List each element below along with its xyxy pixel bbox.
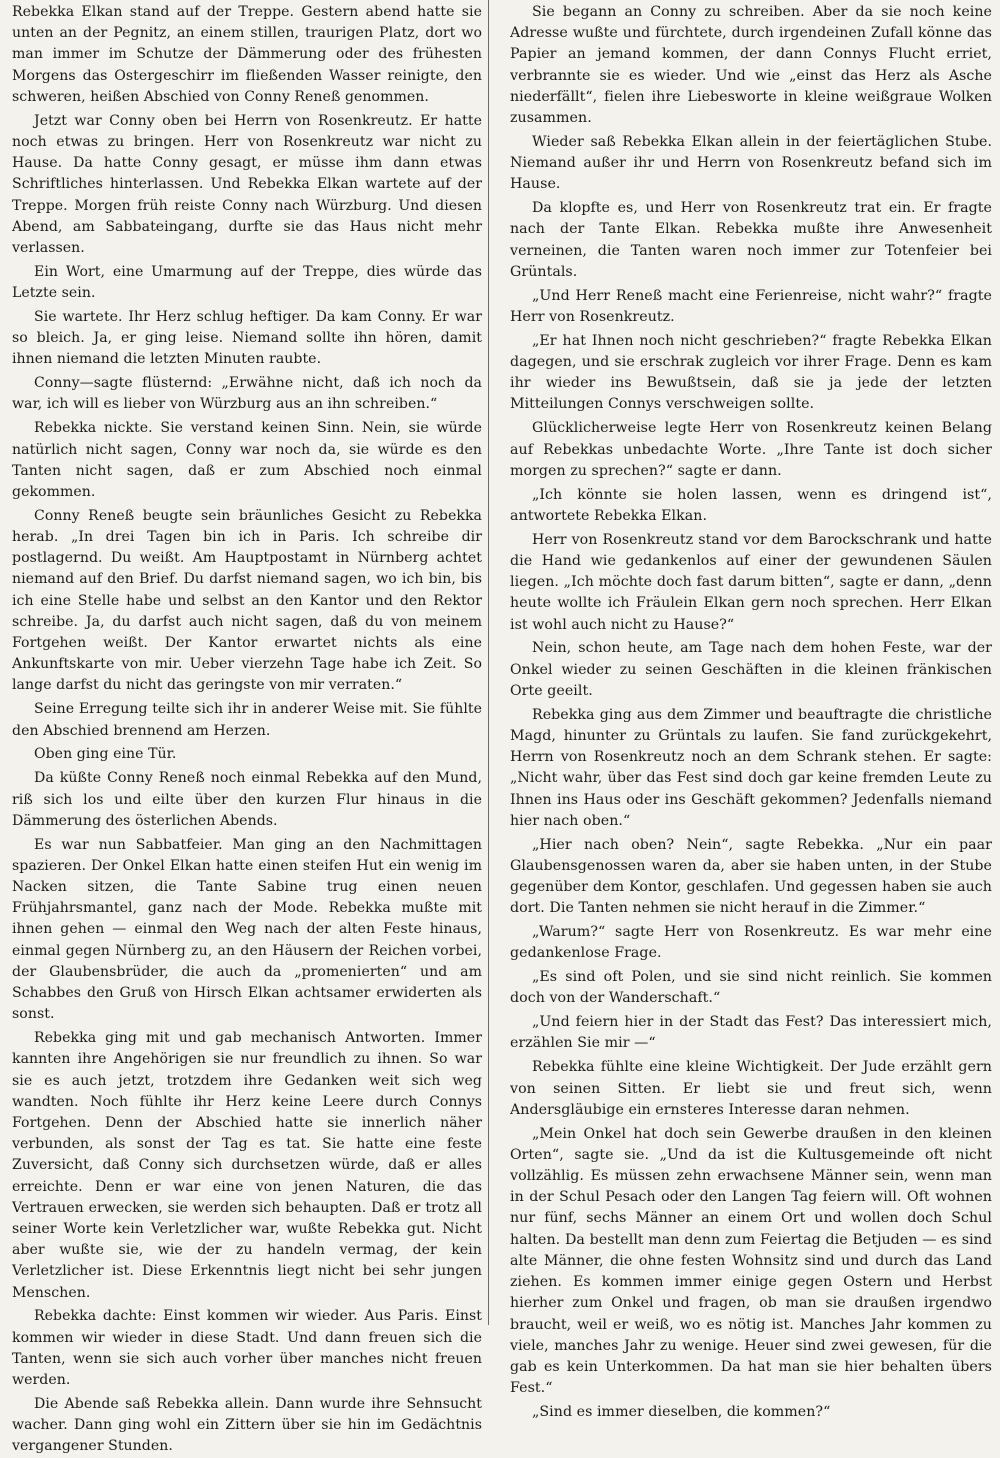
paragraph: Rebekka ging aus dem Zimmer und beauftragte die christliche Magd, hinunter zu Grüntals zu laufen. Sie fand zurückgekehrt, Herrn von Rosenkreutz noch an dem Schrank stehen. Er sagte: „Nicht wahr, über das Fest sind doch gar keine fremden Leute zu Ihnen ins Haus oder ins Geschäft gekommen? Jedenfalls niemand hier nach oben.“	[510, 706, 992, 829]
paragraph: Sie wartete. Ihr Herz schlug heftiger. Da kam Conny. Er war so bleich. Ja, er ging leise. Niemand sollte ihn hören, damit ihnen niemand die letzten Minuten raubte.	[12, 308, 482, 368]
paragraph: „Warum?“ sagte Herr von Rosenkreutz. Es war mehr eine gedankenlose Frage.	[510, 924, 992, 962]
paragraph: „Und feiern hier in der Stadt das Fest? Das interessiert mich, erzählen Sie mir —“	[510, 1014, 992, 1052]
paragraph: Wieder saß Rebekka Elkan allein in der feiertäglichen Stube. Niemand außer ihr und Herrn von Rosenkreutz befand sich im Hause.	[510, 133, 992, 193]
paragraph: Rebekka fühlte eine kleine Wichtigkeit. Der Jude erzählt gern von seinen Sitten. Er liebt sie und freut sich, wenn Andersgläubige ein ernsteres Interesse daran nehmen.	[510, 1059, 992, 1118]
paragraph: „Hier nach oben? Nein“, sagte Rebekka. „Nur ein paar Glaubensgenossen waren da, aber sie haben unten, in der Stube gegenüber dem Kontor, geschlafen. Und gegessen haben sie auch dort. Die Tanten nehmen sie nicht herauf in die Zimmer.“	[510, 836, 992, 917]
paragraph: Sie begann an Conny zu schreiben. Aber da sie noch keine Adresse wußte und fürchtete, durch irgendeinen Zufall könne das Papier an jemand kommen, der dann Connys Flucht erriet, verbrannte sie es wieder. Und wie „einst das Herz als Asche niederfällt“, fielen ihre Liebesworte in kleine weißgraue Wolken zusammen.	[510, 4, 992, 127]
paragraph: Conny—sagte flüsternd: „Erwähne nicht, daß ich noch da war, ich will es lieber von Würzburg aus an ihn schreiben.“	[12, 375, 482, 413]
paragraph: Jetzt war Conny oben bei Herrn von Rosenkreutz. Er hatte noch etwas zu bringen. Herr von Rosenkreutz war nicht zu Hause. Da hatte Conny gesagt, er müsse ihm dann etwas Schriftliches hinterlassen. Und Rebekka Elkan wartete auf der Treppe. Morgen früh reiste Conny nach Würzburg. Und diesen Abend, am Sabbateingang, durfte sie das Haus nicht mehr verlassen.	[12, 112, 482, 256]
paragraph: Rebekka dachte: Einst kommen wir wieder. Aus Paris. Einst kommen wir wieder in diese Stadt. Und dann freuen sich die Tanten, wenn sie sich auch vorher über manches nicht freuen werden.	[12, 1308, 482, 1389]
left-column	[12, 2, 482, 1455]
paragraph: Herr von Rosenkreutz stand vor dem Barockschrank und hatte die Hand wie gedankenlos auf einer der gewundenen Säulen liegen. „Ich möchte doch fast darum bitten“, sagte er dann, „denn heute wollte ich Fräulein Elkan gern noch sprechen. Herr Elkan ist wohl auch nicht zu Hause?“	[510, 531, 992, 633]
paragraph: Conny Reneß beugte sein bräunliches Gesicht zu Rebekka herab. „In drei Tagen bin ich in Paris. Ich schreibe dir postlagernd. Du weißt. Am Hauptpostamt in Nürnberg achtet niemand auf den Brief. Du darfst niemand sagen, wo ich bin, bis ich eine Stelle habe und selbst an den Kantor und den Rektor schreibe. Ja, du darfst auch nicht sagen, daß du von meinem Fortgehen weißt. Der Kantor erwartet nichts als eine Ankunftskarte von mir. Ueber vierzehn Tage habe ich Zeit. So lange darfst du nicht das geringste von mir verraten.“	[12, 507, 482, 694]
paragraph: Glücklicherweise legte Herr von Rosenkreutz keinen Belang auf Rebekkas unbedachte Worte. „Ihre Tante ist doch sicher morgen zu sprechen?“ sagte er dann.	[510, 420, 992, 479]
text-columns	[12, 2, 992, 1455]
paragraph: „Und Herr Reneß macht eine Ferienreise, nicht wahr?“ fragte Herr von Rosenkreutz.	[510, 287, 992, 325]
paragraph: „Es sind oft Polen, und sie sind nicht reinlich. Sie kommen doch von der Wanderschaft.“	[510, 969, 992, 1007]
paragraph: Ein Wort, eine Umarmung auf der Treppe, dies würde das Letzte sein.	[12, 263, 482, 302]
column-divider	[488, 0, 489, 1325]
paragraph: „Mein Onkel hat doch sein Gewerbe draußen in den kleinen Orten“, sagte sie. „Und da ist die Kultusgemeinde oft nicht vollzählig. Es müssen zehn erwachsene Männer sein, wenn man in der Schul Pesach oder den Langen Tag feiern will. Oft wohnen nur fünf, sechs Männer an einem Ort und wollen doch Schul halten. Da bestellt man denn zum Feiertag die Betjuden — es sind alte Männer, die ohne festen Wohnsitz sind und durch das Land ziehen. Es kommen immer einige gegen Ostern und Herbst hierher zum Onkel und fragen, ob man sie draußen irgendwo braucht, weil er weiß, wo es nötig ist. Manches Jahr kommen zu viele, manches Jahr zu wenige. Heuer sind zwei gewesen, für die gab es kein Unterkommen. Da hat man sie hier behalten übers Fest.“	[510, 1125, 992, 1397]
paragraph: „Sind es immer dieselben, die kommen?“	[532, 1404, 831, 1420]
paragraph: Nein, schon heute, am Tage nach dem hohen Feste, war der Onkel wieder zu seinen Geschäften in die kleinen fränkischen Orte geeilt.	[510, 640, 992, 699]
right-column	[510, 2, 992, 1420]
paragraph: Rebekka nickte. Sie verstand keinen Sinn. Nein, sie würde natürlich nicht sagen, Conny war noch da, sie würde es den Tanten nicht sagen, daß er zum Abschied noch einmal gekommen.	[12, 420, 482, 500]
paragraph: „Ich könnte sie holen lassen, wenn es dringend ist“, antwortete Rebekka Elkan.	[510, 486, 992, 524]
paragraph: Seine Erregung teilte sich ihr in anderer Weise mit. Sie fühlte den Abschied brennend am Herzen.	[12, 701, 482, 739]
paragraph: „Er hat Ihnen noch nicht geschrieben?“ fragte Rebekka Elkan dagegen, und sie erschrak zugleich vor ihrer Frage. Denn es kam ihr wieder ins Bewußtsein, daß sie ja jede der letzten Mitteilungen Connys verschweigen sollte.	[510, 332, 992, 413]
paragraph: Oben ging eine Tür.	[34, 746, 177, 763]
paragraph: Es war nun Sabbatfeier. Man ging an den Nachmittagen spazieren. Der Onkel Elkan hatte einen steifen Hut ein wenig im Nacken sitzen, die Tante Sabine trug einen neuen Frühjahrsmantel, ganz nach der Mode. Rebekka mußte mit ihnen gehen — einmal den Weg nach der alten Feste hinaus, einmal gegen Nürnberg zu, an den Häusern der Reichen vorbei, der Glaubensbrüder, die auch da „promenierten“ und am Schabbes den Gruß von Hirsch Elkan achtsamer erwiderten als sonst.	[12, 836, 482, 1023]
paragraph: Rebekka ging mit und gab mechanisch Antworten. Immer kannten ihre Angehörigen sie nur freundlich zu ihnen. So war sie es auch jetzt, trotzdem ihre Gedanken weit sich weg wandten. Noch fühlte ihr Herz keine Leere durch Connys Fortgehen. Denn der Abschied hatte sie innerlich näher verbunden, als sonst der Tag es tat. Sie hatte eine feste Zuversicht, daß Conny sich durchsetzen würde, daß er alles erreichte. Denn er war eine von jenen Naturen, die das Vertrauen erwecken, sie werden sich behaupten. Daß er trotz all seiner Worte kein Verletzlicher war, wußte Rebekka gut. Nicht aber wußte sie, wie der zu handeln vermag, der kein Verletzlicher ist. Diese Erkenntnis liegt nicht bei sehr jungen Menschen.	[12, 1030, 482, 1301]
paragraph: Da küßte Conny Reneß noch einmal Rebekka auf den Mund, riß sich los und eilte über den kurzen Flur hinaus in die Dämmerung des österlichen Abends.	[12, 770, 482, 829]
paragraph: Die Abende saß Rebekka allein. Dann wurde ihre Sehnsucht wacher. Dann ging wohl ein Zittern über sie hin im Gedächtnis vergangener Stunden.	[12, 1395, 482, 1455]
paragraph: Rebekka Elkan stand auf der Treppe. Gestern abend hatte sie unten an der Pegnitz, an einem stillen, traurigen Platz, dort wo man immer im Schutze der Dämmerung oder des frühesten Morgens das Ostergeschirr im fließenden Wasser reinigte, den schweren, heißen Abschied von Conny Reneß genommen.	[12, 4, 482, 105]
paragraph: Da klopfte es, und Herr von Rosenkreutz trat ein. Er fragte nach der Tante Elkan. Rebekka mußte ihre Anwesenheit verneinen, die Tanten waren noch immer zur Totenfeier bei Grüntals.	[510, 200, 992, 280]
